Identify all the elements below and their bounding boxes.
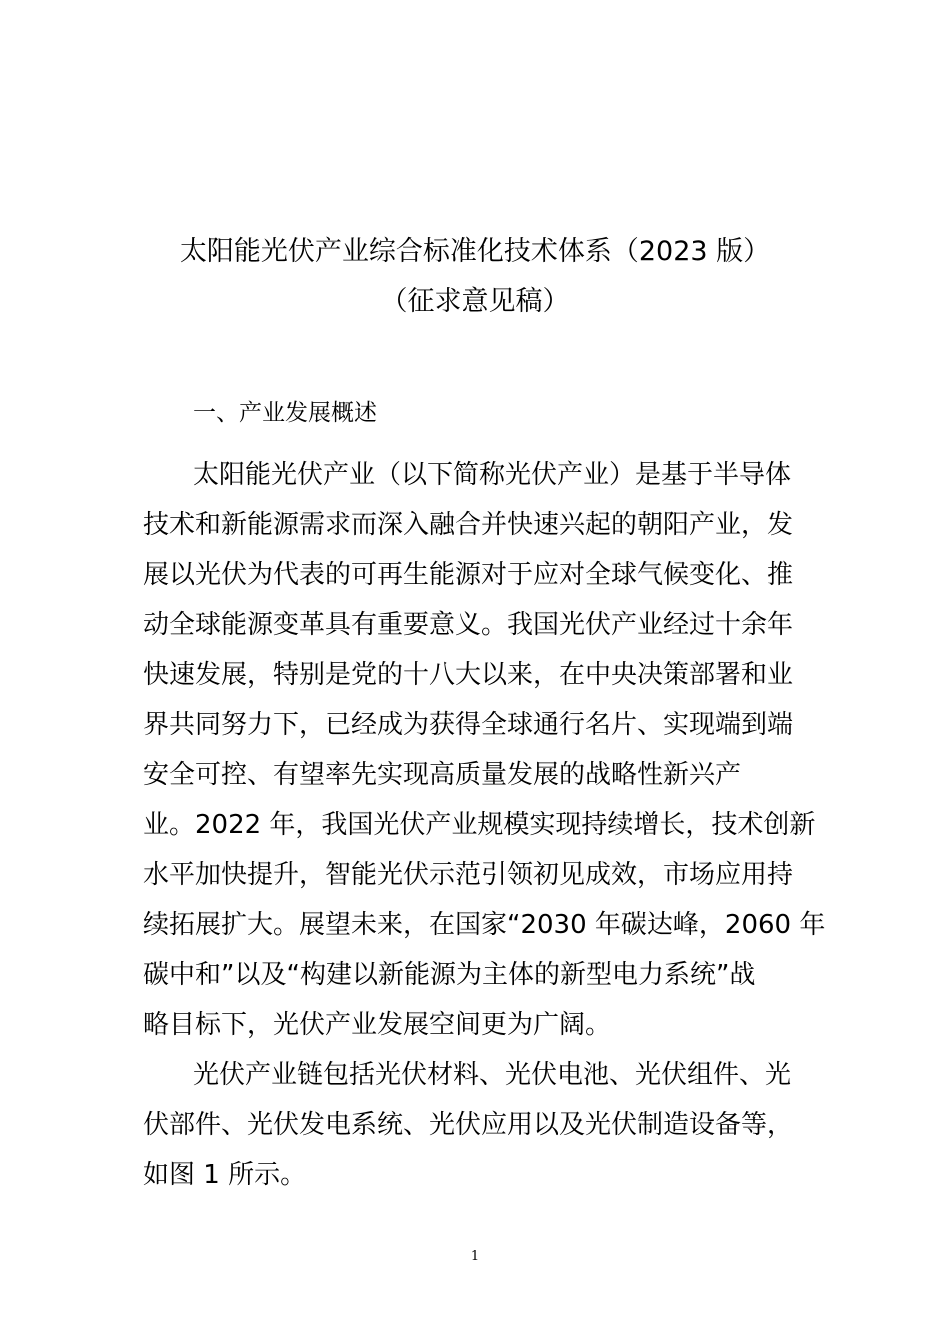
paragraph-line: 水平加快提升，智能光伏示范引领初见成效，市场应用持 (143, 860, 794, 890)
paragraph-line: 略目标下，光伏产业发展空间更为广阔。 (143, 1010, 612, 1040)
paragraph-line: 界共同努力下，已经成为获得全球通行名片、实现端到端 (143, 710, 794, 740)
paragraph-line: 续拓展扩大。展望未来，在国家“2030 年碳达峰，2060 年 (143, 910, 826, 940)
paragraph-line: 业。2022 年，我国光伏产业规模实现持续增长，技术创新 (143, 810, 816, 840)
document-title: 太阳能光伏产业综合标准化技术体系（2023 版） (179, 236, 771, 267)
document-subtitle: （征求意见稿） (380, 286, 570, 317)
paragraph-line: 太阳能光伏产业（以下简称光伏产业）是基于半导体 (193, 460, 792, 490)
paragraph-line: 光伏产业链包括光伏材料、光伏电池、光伏组件、光 (193, 1060, 792, 1090)
section-heading: 一、产业发展概述 (193, 400, 377, 426)
paragraph-line: 安全可控、有望率先实现高质量发展的战略性新兴产 (143, 760, 742, 790)
paragraph-line: 碳中和”以及“构建以新能源为主体的新型电力系统”战 (143, 960, 756, 990)
page-number: 1 (470, 1249, 480, 1264)
paragraph-line: 技术和新能源需求而深入融合并快速兴起的朝阳产业，发 (143, 510, 794, 540)
paragraph-line: 动全球能源变革具有重要意义。我国光伏产业经过十余年 (143, 610, 794, 640)
paragraph-line: 伏部件、光伏发电系统、光伏应用以及光伏制造设备等， (143, 1110, 794, 1140)
paragraph-line: 如图 1 所示。 (143, 1160, 307, 1190)
paragraph-line: 展以光伏为代表的可再生能源对于应对全球气候变化、推 (143, 560, 794, 590)
paragraph-line: 快速发展，特别是党的十八大以来，在中央决策部署和业 (143, 660, 794, 690)
